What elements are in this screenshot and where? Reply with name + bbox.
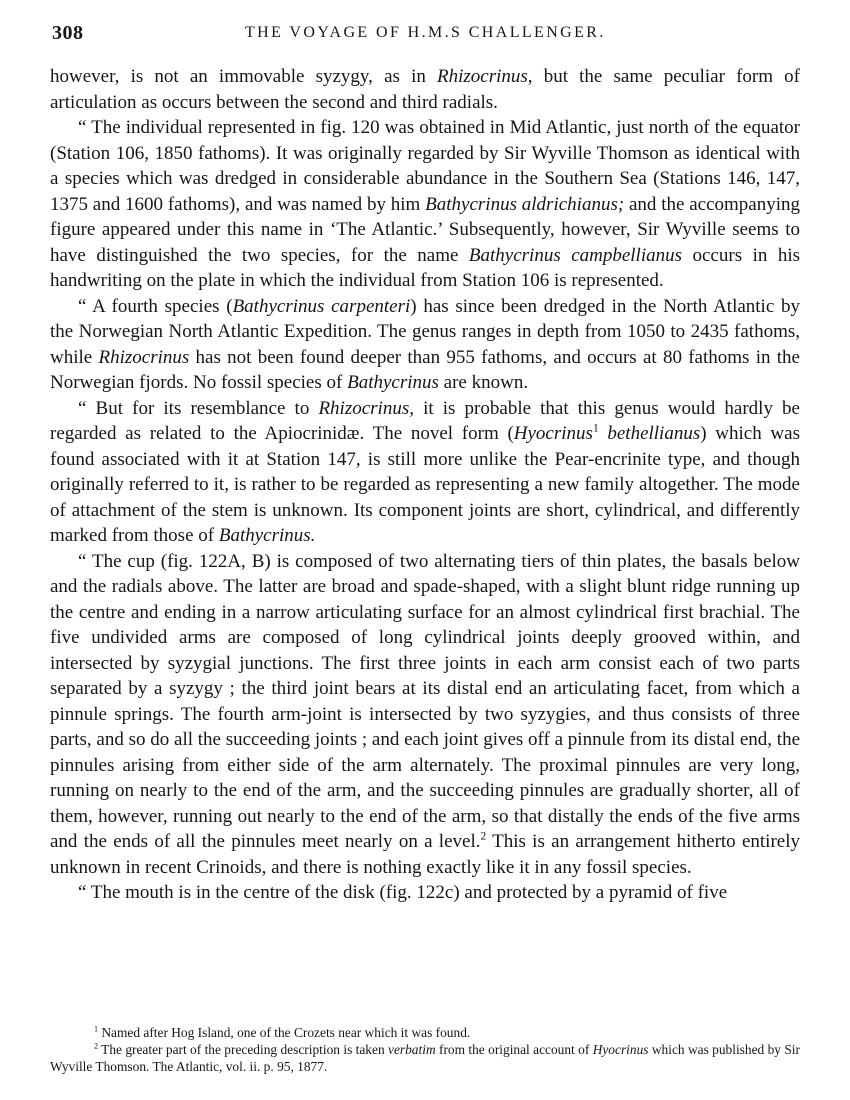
text-run: This is an arrangement hitherto entirely unknown in recent Crinoids, and there is nothing exactly like it in any fossil species.	[50, 831, 800, 878]
italic-text: Rhizocrinus	[98, 346, 190, 368]
italic-text: Hyocrinus	[592, 1042, 649, 1057]
italic-text: Rhizocrinus	[437, 66, 528, 87]
page	[50, 22, 800, 906]
italic-text: Rhizocrinus,	[318, 397, 414, 419]
italic-text: Bathycrinus carpenteri	[232, 295, 411, 317]
text-run: it is probable that this genus would hardly be regarded as related to the Apiocrinidæ. The novel form (	[50, 397, 800, 444]
text-run: from the original account of	[435, 1042, 593, 1057]
italic-text: Bathycrinus aldrichianus;	[425, 193, 625, 215]
paragraph	[50, 64, 800, 115]
page-number: 308	[52, 22, 84, 44]
text-run: occurs in his handwriting on the plate in which the individual from Station 106 is represented.	[50, 244, 800, 291]
text-run: and the accompanying figure appeared under this name in ‘The Atlantic.’ Subsequently, however, Sir Wyville seems to have distinguished the two species, for the name	[50, 193, 801, 266]
text-run: “ But for its resemblance to	[78, 397, 319, 419]
italic-text: Bathycrinus campbellianus	[468, 244, 683, 266]
paragraph	[50, 396, 800, 549]
running-title: THE VOYAGE OF H.M.S CHALLENGER.	[245, 24, 606, 41]
text-run: ) which was found associated with it at Station 147, is still more unlike the Pear-encrinite type, and though originally referred to it, is rather to be regarded as representing a new family altogether. The mode of attachment of the stem is unknown. Its component joints are short, cylindrical, and differently marked from those of	[50, 423, 800, 546]
footnote	[50, 1041, 800, 1075]
paragraph	[50, 549, 800, 881]
text-run: , but the same peculiar form of articulation as occurs between the second and third radials.	[50, 66, 800, 113]
text-run: “ The mouth is in the centre of the disk (fig. 122c) and protected by a pyramid of five	[78, 882, 728, 903]
page-header	[50, 22, 800, 48]
italic-text: bethellianus	[598, 423, 701, 444]
footnote-marker: 2	[94, 1041, 99, 1051]
text-run: has not been found deeper than 955 fathoms, and occurs at 80 fathoms in the Norwegian fjords. No fossil species of	[50, 346, 800, 393]
text-run: ) has since been dredged in the North Atlantic by the Norwegian North Atlantic Expedition. The genus ranges in depth from 1050 to 2435 fathoms, while	[50, 295, 800, 368]
footnote-marker: 1	[94, 1024, 99, 1034]
paragraph	[50, 115, 800, 294]
text-run: The greater part of the preceding description is taken	[98, 1042, 389, 1057]
italic-text: Bathycrinus	[347, 372, 439, 393]
italic-text: verbatim	[388, 1042, 436, 1057]
footnotes	[50, 1024, 800, 1075]
text-run: “ The individual represented in fig. 120 was obtained in Mid Atlantic, just north of the equator (Station 106, 1850 fathoms). It was originally regarded by Sir Wyville Thomson as identical with a species which was dredged in considerable abundance in the Southern Sea (Stations 146, 147, 1375 and 1600 fathoms), and was named by him	[50, 117, 800, 215]
footnote	[50, 1024, 800, 1041]
text-run: however, is not an immovable syzygy, as in	[50, 66, 438, 87]
text-run: are known.	[438, 372, 529, 393]
paragraph	[50, 294, 800, 396]
italic-text: Hyocrinus	[513, 423, 593, 444]
paragraph	[50, 880, 800, 906]
text-run: “ The cup (fig. 122A, B) is composed of two alternating tiers of thin plates, the basals below and the radials above. The latter are broad and spade-shaped, with a slight blunt ridge running up the centre and ending in a narrow articulating surface for an almost cylindrical first brachial. The five undivided arms are composed of long cylindrical joints deeply grooved within, and intersected by syzygial junctions. The first three joints in each arm consist each of two parts separated by a syzygy ; the third joint bears at its distal end an articulating facet, from which a pinnule springs. The fourth arm-joint is intersected by two syzygies, and thus consists of three parts, and so do all the succeeding joints ; and each joint gives off a pinnule from its distal end, the pinnules arising from either side of the arm alternately. The proximal pinnules are very long, running on nearly to the end of the arm, and the succeeding pinnules are gradually shorter, all of them, however, running out nearly to the end of the arm, so that distally the ends of the five arms and the ends of all the pinnules meet nearly on a level.	[50, 550, 800, 852]
text-run: “ A fourth species (	[78, 295, 233, 317]
italic-text: Bathycrinus.	[218, 525, 316, 546]
text-run: Named after Hog Island, one of the Crozets near which it was found.	[98, 1025, 471, 1040]
footnote-marker: 2	[480, 830, 487, 843]
text-run: which was published by Sir Wyville Thomson. The Atlantic, vol. ii. p. 95, 1877.	[50, 1042, 800, 1074]
body-text	[50, 64, 800, 906]
footnote-marker: 1	[592, 422, 599, 435]
